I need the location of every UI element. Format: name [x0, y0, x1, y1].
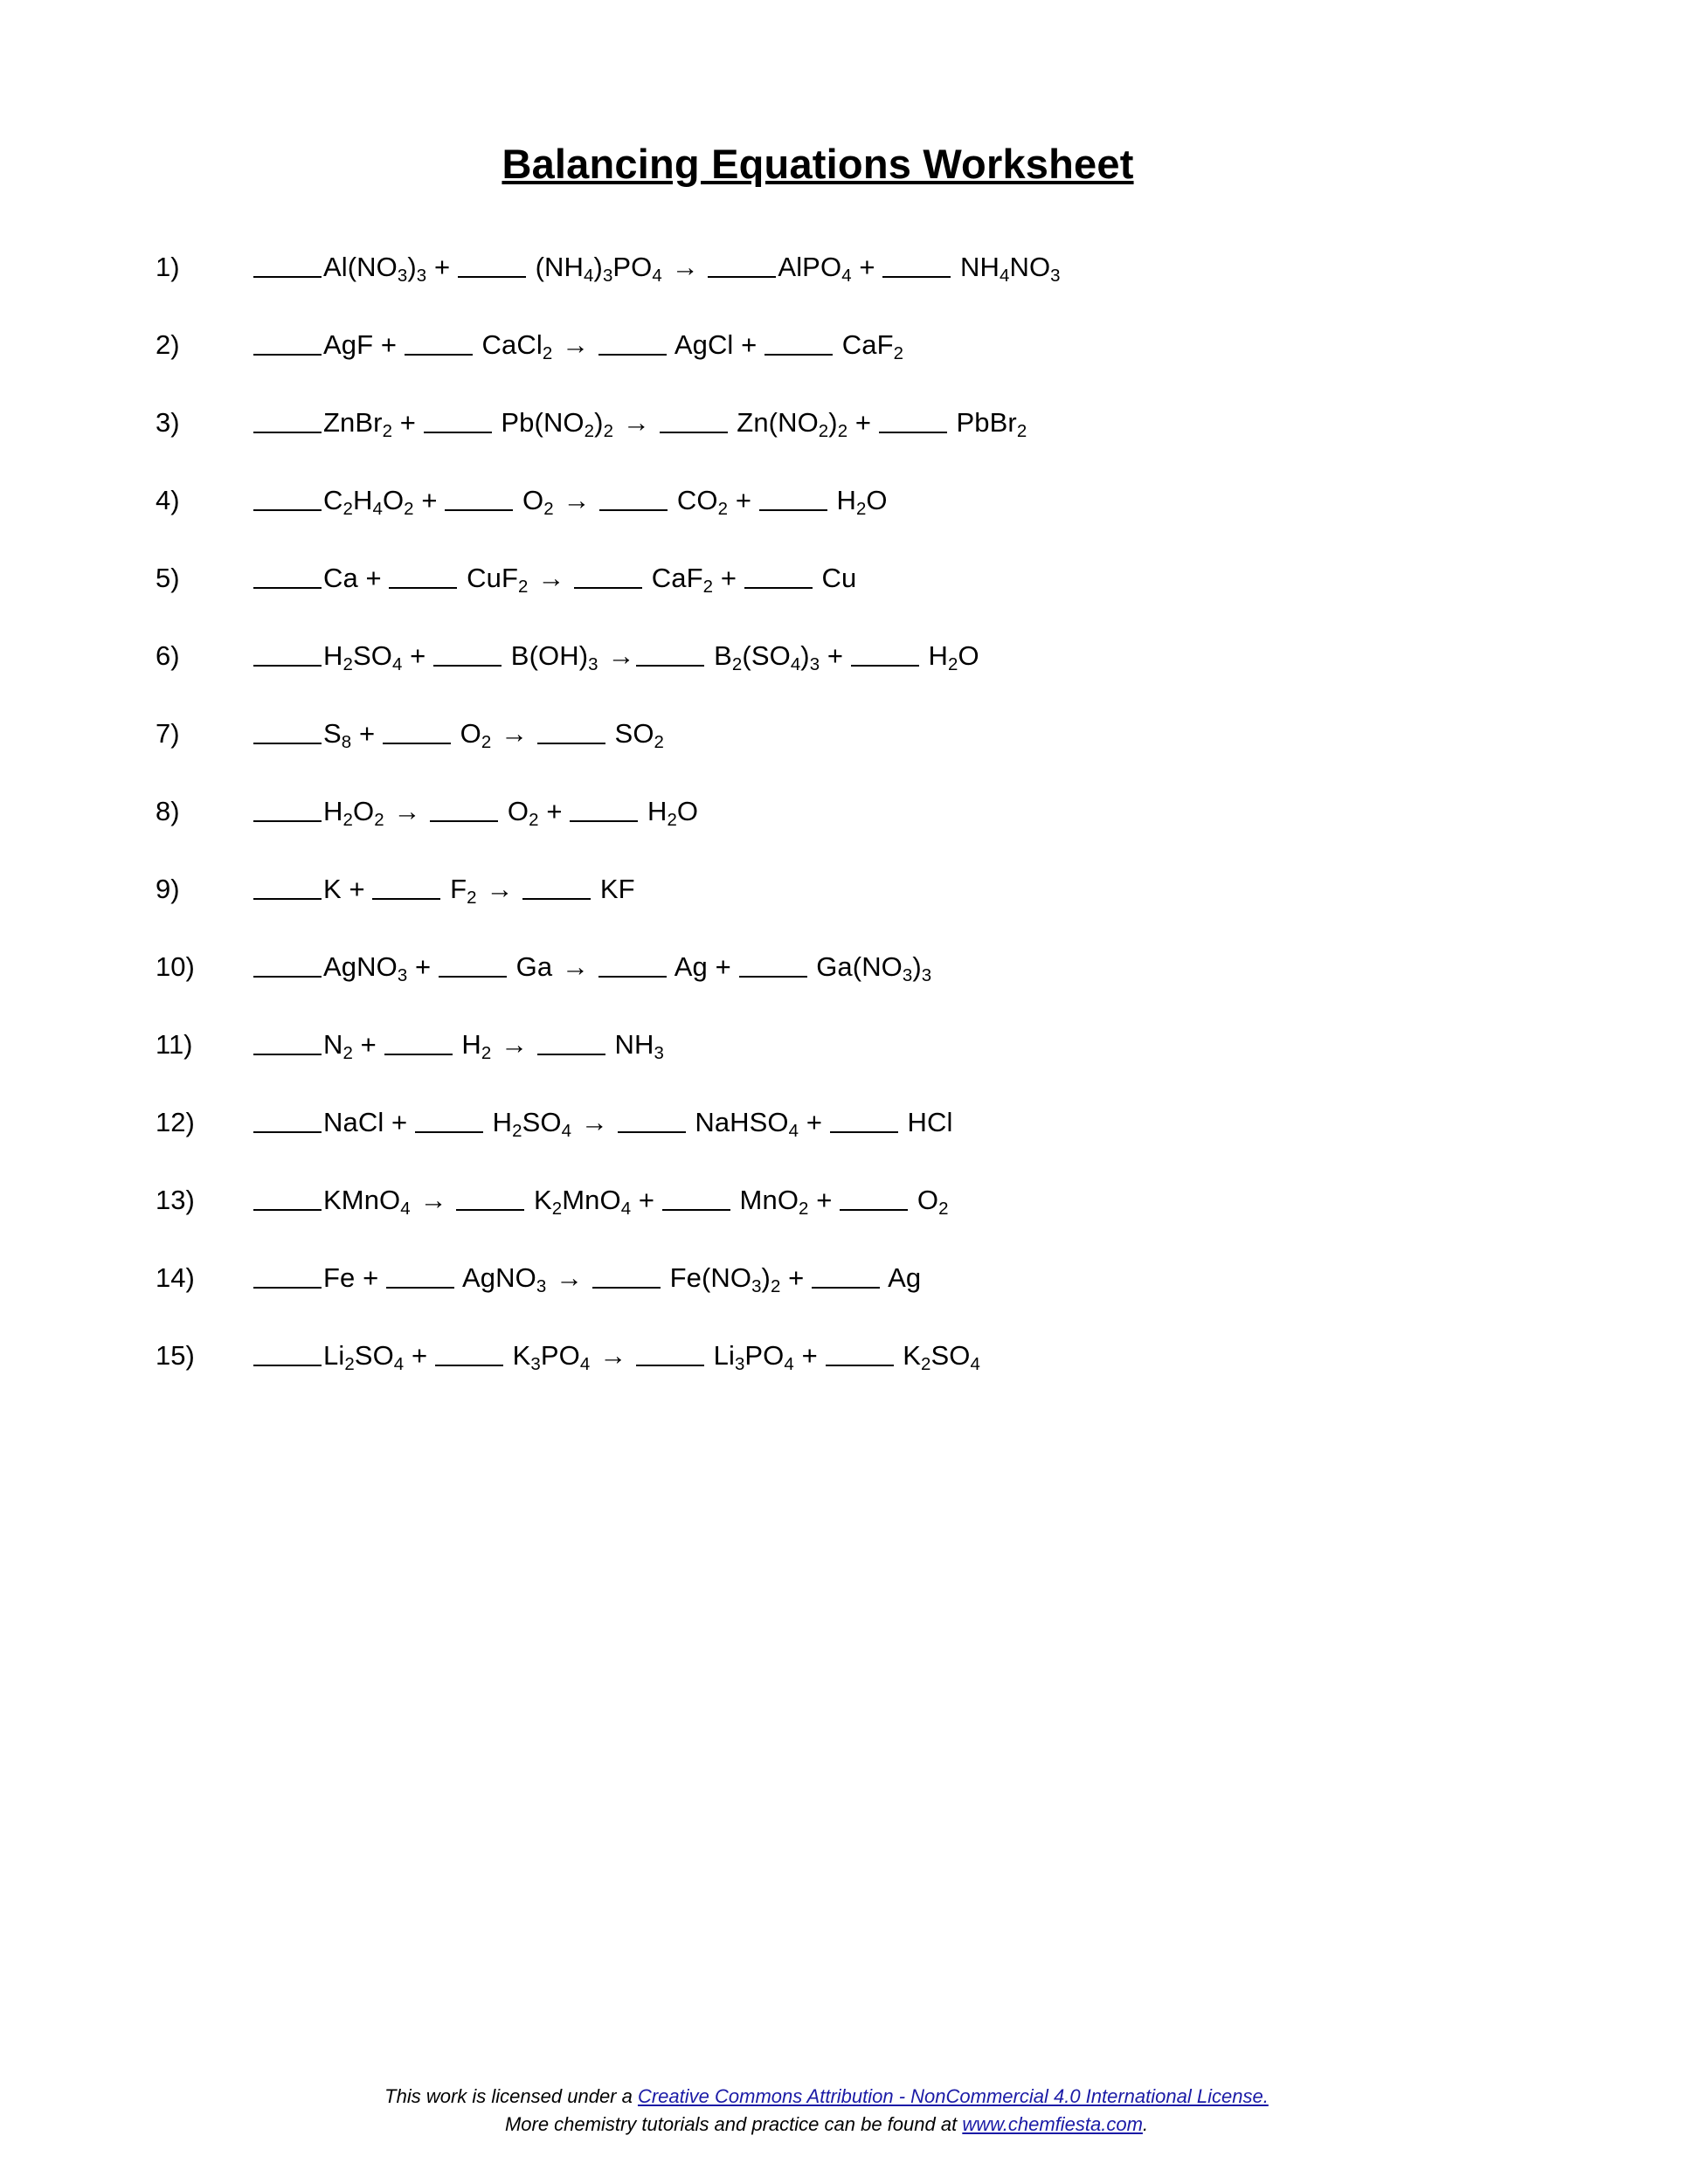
problem-row [156, 1102, 1618, 1141]
problem-row [156, 325, 1618, 363]
problem-row [156, 636, 1618, 674]
problem-number: 4) [156, 485, 180, 515]
problem-equation: AgNO$_3$ + $Ga \to Ag + Ga(NO_3)_3$ [253, 947, 931, 980]
problem-number: 10) [156, 951, 195, 982]
problem-number: 3) [156, 407, 180, 438]
problem-row [156, 1180, 1618, 1219]
problem-equation: $S_8 + O_2 \to SO_2$ [253, 714, 664, 747]
problem-row [156, 947, 1618, 985]
problem-list [0, 247, 1688, 1374]
problem-equation: NaCl + $H_2SO_4$ → NaHSO$_4$ + HCl [253, 1102, 952, 1136]
problem-row [156, 714, 1618, 752]
problem-number: 12) [156, 1107, 195, 1137]
problem-row [156, 403, 1618, 441]
footer-site-line [0, 2111, 1653, 2139]
footer-license-prefix: This work is licensed under a [384, 2085, 638, 2108]
footer-site-suffix: . [1142, 2113, 1149, 2136]
problem-row [156, 558, 1618, 597]
problem-number: 7) [156, 718, 180, 749]
problem-number: 13) [156, 1185, 195, 1215]
problem-equation: $H_2SO_4 + B(OH)_3 \to B_2(SO_4)_3 + H_2O$ [253, 636, 979, 669]
problem-row [156, 247, 1618, 286]
footer-license-line [0, 2083, 1653, 2111]
problem-row [156, 869, 1618, 908]
problem-equation: $Li_2SO_4 + K_3PO_4 \to Li_3PO_4 + K_2SO_4$ [253, 1336, 980, 1369]
problem-equation: $N_2 + H_2 \to NH_3$ [253, 1025, 664, 1058]
problem-number: 8) [156, 796, 180, 826]
problem-number: 15) [156, 1340, 195, 1371]
problem-number: 5) [156, 563, 180, 593]
problem-number: 11) [156, 1029, 193, 1060]
problem-row [156, 1336, 1618, 1374]
problem-number: 14) [156, 1262, 195, 1293]
problem-equation: $K + F_2$ → KF [253, 869, 635, 902]
problem-number: 9) [156, 874, 180, 904]
creative-commons-license-link[interactable]: Creative Commons Attribution - NonCommercial 4.0 International License. [637, 2085, 1269, 2108]
problem-number: 6) [156, 640, 180, 671]
chemfiesta-site-link[interactable]: www.chemfiesta.com [962, 2113, 1143, 2136]
page-title: Balancing Equations Worksheet [502, 141, 1134, 187]
problem-row [156, 1025, 1618, 1063]
problem-equation: ZnBr$_2$ + $Pb(NO_2)_2 \to Zn(NO_2)_2$ + PbBr$_2$ [253, 403, 1027, 436]
problem-number: 2) [156, 329, 180, 360]
problem-equation: $Al(NO_3)_3 + (NH_4)_3PO_4$ → AlPO$_4$ + $NH_4NO_3$ [253, 247, 1061, 280]
problem-equation: Fe + AgNO$_3$ → $Fe(NO_3)_2 + Ag$ [253, 1258, 921, 1291]
problem-equation: $C_2H_4O_2 + O_2 \to CO_2 + H_2O$ [253, 480, 888, 514]
problem-equation: Ca + CuF$_2$ → CaF$_2$ + Cu [253, 558, 856, 591]
footer [0, 2083, 1688, 2139]
problem-row [156, 791, 1618, 830]
problem-row [156, 1258, 1618, 1296]
problem-equation: $H_2O_2 \to O_2 + H_2O$ [253, 791, 698, 825]
problem-row [156, 480, 1618, 519]
problem-number: 1) [156, 252, 180, 282]
problem-equation: KMnO$_4$ → $K_2MnO_4 + MnO_2 + O_2$ [253, 1180, 949, 1213]
problem-equation: AgF + CaCl$_2$ → AgCl + CaF$_2$ [253, 325, 903, 358]
footer-site-prefix: More chemistry tutorials and practice can be found at [504, 2113, 963, 2136]
